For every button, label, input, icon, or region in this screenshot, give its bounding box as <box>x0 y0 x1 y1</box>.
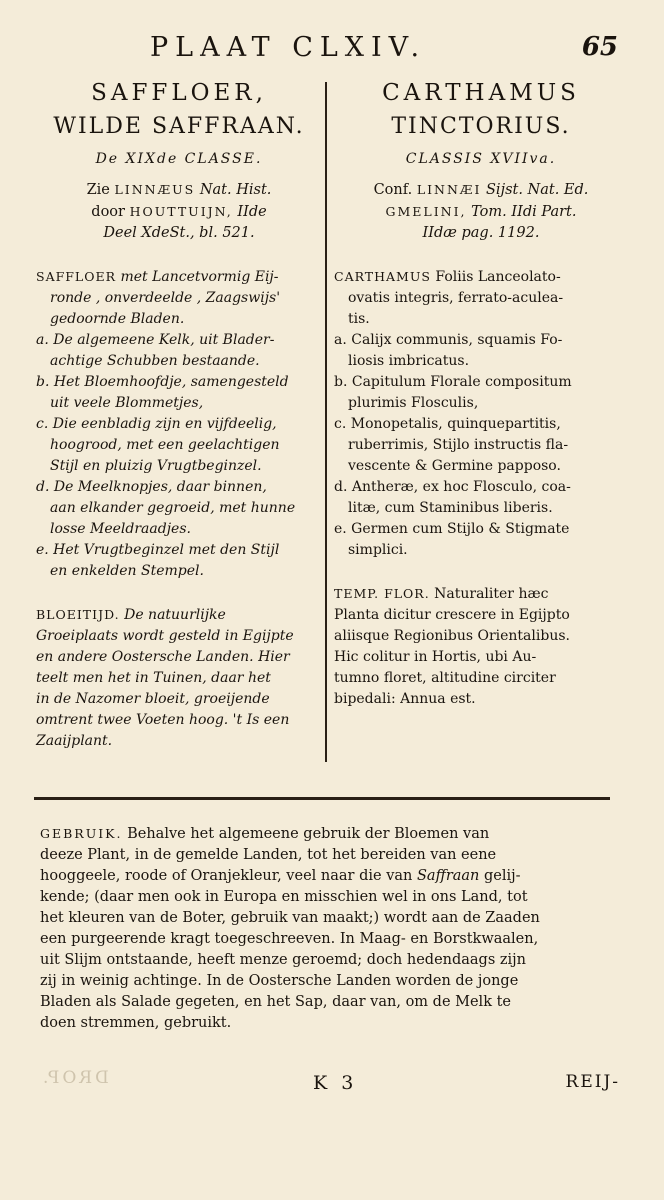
text-line: hooggeele, roode of Oranjekleur, veel naar die van Saffraan gelij- <box>40 868 521 884</box>
text-line: Hic colitur in Hortis, ubi Au- <box>334 649 537 665</box>
text-line: liosis imbricatus. <box>348 353 470 369</box>
signature-mark: K 3 <box>313 1072 358 1094</box>
two-column-body <box>30 80 634 770</box>
text-line: BLOEITIJD. De natuurlijke <box>36 607 226 623</box>
text-line: teelt men het in Tuinen, daar het <box>36 670 271 686</box>
text-line: omtrent twee Voeten hoog. 't Is een <box>36 712 290 728</box>
text-line: Planta dicitur crescere in Egijpto <box>334 607 570 623</box>
text-line: e. Het Vrugtbeginzel met den Stijl <box>36 542 280 558</box>
text-line: en enkelden Stempel. <box>50 563 204 579</box>
latin-flowering <box>334 583 628 710</box>
text-line: hoogrood, met een geelachtigen <box>50 437 280 453</box>
ref-line: GMELINI, Tom. IIdi Part. <box>385 204 577 220</box>
ref-line: Deel XdeSt., bl. 521. <box>103 225 255 241</box>
text-line: tis. <box>348 311 370 327</box>
catchword: REIJ- <box>565 1072 620 1092</box>
text-line: GEBRUIK. Behalve het algemeene gebruik der Bloemen van <box>40 826 490 842</box>
text-line: gedoornde Bladen. <box>50 311 185 327</box>
horizontal-rule <box>34 797 610 800</box>
dutch-title-2: WILDE SAFFRAAN. <box>53 114 305 139</box>
text-line: deeze Plant, in de gemelde Landen, tot het bereiden van eene <box>40 847 497 863</box>
page-header <box>0 32 664 72</box>
text-line: b. Het Bloemhoofdje, samengesteld <box>36 374 289 390</box>
ref-line: IIdæ pag. 1192. <box>422 225 540 241</box>
text-line: TEMP. FLOR. Naturaliter hæc <box>334 586 549 602</box>
latin-class: CLASSIS XVIIva. <box>405 151 557 167</box>
text-line: c. Die eenbladig zijn en vijfdeelig, <box>36 416 277 432</box>
text-line: a. Calijx communis, squamis Fo- <box>334 332 563 348</box>
text-line: Zaaijplant. <box>36 733 113 749</box>
plate-title: PLAAT CLXIV. <box>150 32 427 63</box>
text-line: CARTHAMUS Foliis Lanceolato- <box>334 269 561 285</box>
ref-line: Conf. LINNÆI Sijst. Nat. Ed. <box>373 182 589 198</box>
text-line: aan elkander gegroeid, met hunne <box>50 500 296 516</box>
text-line: losse Meeldraadjes. <box>50 521 191 537</box>
text-line: en andere Oostersche Landen. Hier <box>36 649 290 665</box>
text-line: bipedali: Annua est. <box>334 691 476 707</box>
text-line: in de Nazomer bloeit, groeijende <box>36 691 270 707</box>
text-line: d. Antheræ, ex hoc Flosculo, coa- <box>334 479 571 495</box>
text-line: ruberrimis, Stijlo instructis fla- <box>348 437 569 453</box>
text-line: ronde , onverdeelde , Zaagswijs' <box>50 290 281 306</box>
text-line: een purgeerende kragt toegeschreeven. In Maag- en Borstkwaalen, <box>40 931 539 947</box>
text-line: d. De Meelknopjes, daar binnen, <box>36 479 267 495</box>
latin-title-2: TINCTORIUS. <box>391 114 571 139</box>
ref-line: Zie LINNÆUS Nat. Hist. <box>86 182 272 198</box>
text-line: vescente & Germine papposo. <box>348 458 561 474</box>
text-line: SAFFLOER met Lancetvormig Eij- <box>36 269 279 285</box>
text-line: uit veele Blommetjes, <box>50 395 204 411</box>
text-line: zij in weinig achtinge. In de Oostersche Landen worden de jonge <box>40 973 519 989</box>
latin-column <box>334 80 628 710</box>
text-line: plurimis Flosculis, <box>348 395 479 411</box>
text-line: litæ, cum Staminibus liberis. <box>348 500 553 516</box>
text-line: e. Germen cum Stijlo & Stigmate <box>334 521 570 537</box>
text-line: a. De algemeene Kelk, uit Blader- <box>36 332 275 348</box>
text-line: het kleuren van de Boter, gebruik van maakt;) wordt aan de Zaaden <box>40 910 540 926</box>
dutch-description <box>36 266 322 582</box>
text-line: kende; (daar men ook in Europa en misschien wel in ons Land, tot <box>40 889 528 905</box>
text-line: Stijl en pluizig Vrugtbeginzel. <box>50 458 262 474</box>
text-line: c. Monopetalis, quinquepartitis, <box>334 416 561 432</box>
page-number: 65 <box>581 32 618 62</box>
dutch-reference <box>36 179 322 244</box>
text-line: b. Capitulum Florale compositum <box>334 374 572 390</box>
bleed-through-text: DROP. <box>40 1068 109 1088</box>
dutch-title-1: SAFFLOER, <box>91 80 267 106</box>
text-line: ovatis integris, ferrato-aculea- <box>348 290 564 306</box>
text-line: aliisque Regionibus Orientalibus. <box>334 628 570 644</box>
column-divider <box>325 82 327 762</box>
dutch-column <box>36 80 322 752</box>
dutch-class: De XIXde CLASSE. <box>95 151 263 167</box>
page-footer <box>0 1068 664 1102</box>
latin-title-1: CARTHAMUS <box>382 80 580 106</box>
text-line: doen stremmen, gebruikt. <box>40 1015 232 1031</box>
text-line: Groeiplaats wordt gesteld in Egijpte <box>36 628 294 644</box>
text-line: achtige Schubben bestaande. <box>50 353 260 369</box>
ref-line: door HOUTTUIJN, IIde <box>91 204 267 220</box>
text-line: simplici. <box>348 542 408 558</box>
latin-description <box>334 266 628 561</box>
latin-reference <box>334 179 628 244</box>
text-line: uit Slijm ontstaande, heeft menze geroemd; doch hedendaags zijn <box>40 952 526 968</box>
text-line: Bladen als Salade gegeten, en het Sap, daar van, om de Melk te <box>40 994 512 1010</box>
text-line: tumno floret, altitudine circiter <box>334 670 556 686</box>
usage-paragraph <box>40 823 630 1034</box>
dutch-flowering <box>36 604 322 752</box>
